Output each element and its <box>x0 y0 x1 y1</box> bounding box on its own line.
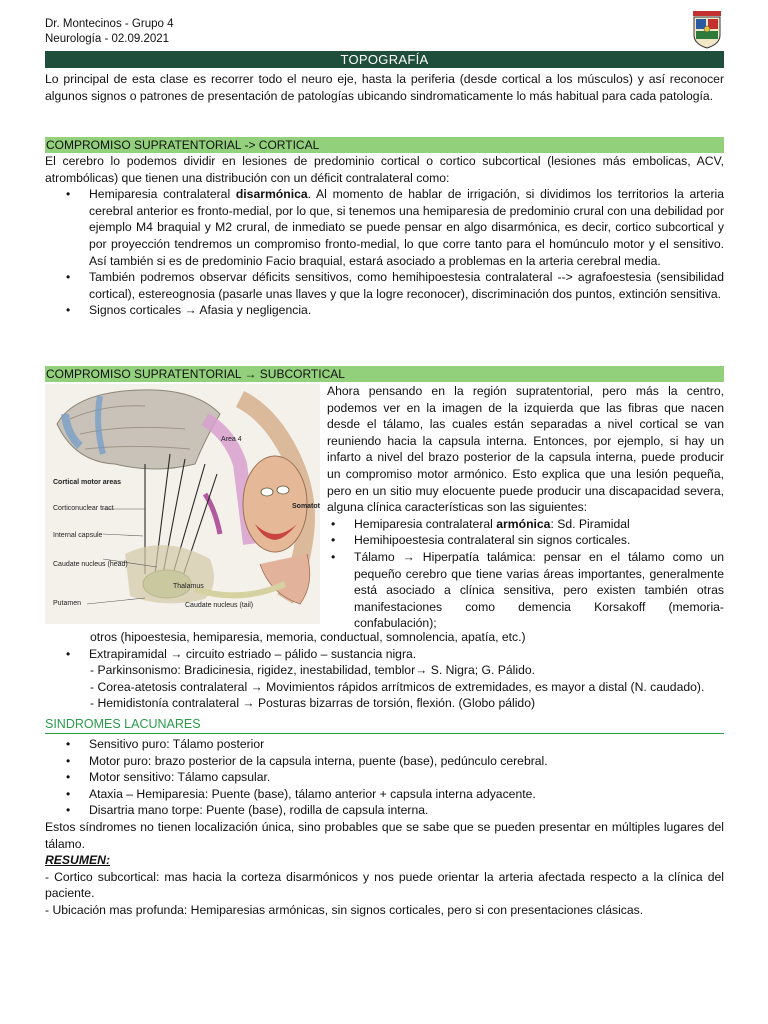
resumen-line: - Cortico subcortical: mas hacia la corteza disarmónicos y nos puede orientar la arteria afectada respecto a la clínica del paciente. <box>45 869 724 901</box>
cortical-list <box>45 186 724 319</box>
list-item <box>45 186 724 269</box>
thalamus-continuation: otros (hipoestesia, hemiparesia, memoria, conductual, somnolencia, apatía, etc.) <box>90 630 526 644</box>
extrapyramidal-subitem: - Hemidistonía contralateral → Posturas bizarras de torsión, flexión. (Globo pálido) <box>90 696 536 711</box>
university-crest-icon <box>690 9 724 49</box>
page-title: TOPOGRAFÍA <box>45 51 724 68</box>
extrapyramidal-subitem: - Corea-atetosis contralateral → Movimientos rápidos arrítmicos de extremidades, es mayor a distal (N. caudado). <box>90 679 705 694</box>
list-item-text: . Al momento de hablar de irrigación, si dividimos los territorios la arteria cerebral anterior es fronto-medial, por lo que, si tenemos una hemiparesia de predominio crural con una debilidad por ejemplo M4 braquial y M2 crural, de inmediato se puede pensar en algo disarmónica, es decir, cortico subcortical y por proyección tendremos un compromiso fronto-medial, lo que corre tanto para el homúnculo motor y el sensitivo. Así también si es de predominio Facio braquial, estará asociado a problemas en la arteria cerebral media. <box>89 187 724 268</box>
list-item: • Sensitivo puro: Tálamo posterior <box>45 736 724 753</box>
emphasis-text: disarmónica <box>235 187 308 202</box>
figure-label-caudate-head: Caudate nucleus (head) <box>53 561 128 568</box>
figure-label-corticonuclear: Corticonuclear tract <box>53 505 114 512</box>
figure-label-putamen: Putamen <box>53 600 82 607</box>
extrapyramidal-list <box>45 646 724 663</box>
list-item: • Extrapiramidal → circuito estriado – pálido – sustancia nigra. <box>45 646 724 663</box>
resumen-heading: RESUMEN: <box>45 853 111 868</box>
figure-label-internal-capsule: Internal capsule <box>53 532 103 539</box>
figure-label-cortical-motor: Cortical motor areas <box>53 479 122 486</box>
section-heading-subcortical: COMPROMISO SUPRATENTORIAL → SUBCORTICAL <box>45 366 724 382</box>
brain-figure <box>45 384 320 624</box>
resumen-line: - Ubicación mas profunda: Hemiparesias armónicas, sin signos corticales, pero si con presentaciones clásicas. <box>45 902 644 917</box>
document-header <box>45 17 173 47</box>
author-line: Dr. Montecinos - Grupo 4 <box>45 18 174 30</box>
figure-label-somato: Somatot <box>292 503 320 510</box>
list-item: • Motor sensitivo: Tálamo capsular. <box>45 769 724 786</box>
course-date-line: Neurología - 02.09.2021 <box>45 33 170 45</box>
list-item <box>327 516 724 533</box>
subcortical-paragraph: Ahora pensando en la región supratentorial, pero más la centro, podemos ver en la imagen de la izquierda que las fibras que nacen desde el tálamo, las cuales están separadas a nivel cortical se van reuniendo hacia la capsula interna. Entonces, por ejemplo, si hay un infarto a nivel del brazo posterior de la capsula interna, puede producir un compromiso motor armónico. Esto explica que una lesión pequeña, pero en un sitio muy elocuente puede producir una discapacidad severa, alguna clínica características son las siguientes: <box>327 384 724 515</box>
figure-label-caudate-tail: Caudate nucleus (tail) <box>185 602 254 609</box>
list-item: • También podremos observar déficits sensitivos, como hemihipoestesia contralateral --> agrafoestesia (sensibilidad cortical), estereognosia (pasarle unas llaves y que la logre reconocer), discriminación dos puntos, extinción sensitiva. <box>45 269 724 302</box>
list-item: • Motor puro: brazo posterior de la capsula interna, puente (base), pedúnculo cerebral. <box>45 753 724 770</box>
list-item: • Signos corticales → Afasia y negligencia. <box>45 302 724 319</box>
section-heading-cortical: COMPROMISO SUPRATENTORIAL -> CORTICAL <box>45 137 724 153</box>
list-item-text: : Sd. Piramidal <box>550 516 630 531</box>
cortical-lead: El cerebro lo podemos dividir en lesiones de predominio cortical o cortico subcortical (lesiones más embolicas, ACV, atrombólicas) que tienen una distribución con un déficit contralateral como: <box>45 154 724 185</box>
brain-illustration <box>45 384 320 624</box>
figure-label-area4: Area 4 <box>221 436 242 443</box>
list-item: • Hemihipoestesia contralateral sin signos corticales. <box>327 532 724 549</box>
list-item-text: Hemiparesia contralateral <box>89 187 236 202</box>
lacunar-note: Estos síndromes no tienen localización única, sino probables que se sabe que se pueden presentar en múltiples lugares del tálamo. <box>45 819 724 851</box>
list-item-text: Hemiparesia contralateral <box>354 516 497 531</box>
section-heading-lacunares: SINDROMES LACUNARES <box>45 716 724 734</box>
lacunar-list <box>45 736 724 819</box>
figure-label-thalamus: Thalamus <box>173 583 204 590</box>
list-item: • Ataxia – Hemiparesia: Puente (base), tálamo anterior + capsula interna adyacente. <box>45 786 724 803</box>
intro-paragraph: Lo principal de esta clase es recorrer todo el neuro eje, hasta la periferia (desde cortical a los músculos) y así reconocer algunos signos o patrones de presentación de patologías ubicando sindromaticamente lo más habitual para cada patología. <box>45 72 724 103</box>
list-item: • Disartria mano torpe: Puente (base), rodilla de capsula interna. <box>45 802 724 819</box>
emphasis-text: armónica <box>496 516 551 531</box>
extrapyramidal-subitem: - Parkinsonismo: Bradicinesia, rigidez, inestabilidad, temblor→ S. Nigra; G. Pálido. <box>90 663 536 678</box>
subcortical-side-text <box>327 383 724 632</box>
list-item: • Tálamo → Hiperpatía talámica: pensar en el tálamo como un pequeño cerebro que tiene varias áreas importantes, generalmente está asociado a clínica sensitiva, pero existen también otras manifestaciones como demencia Korsakoff (memoria-confabulación); <box>327 549 724 632</box>
